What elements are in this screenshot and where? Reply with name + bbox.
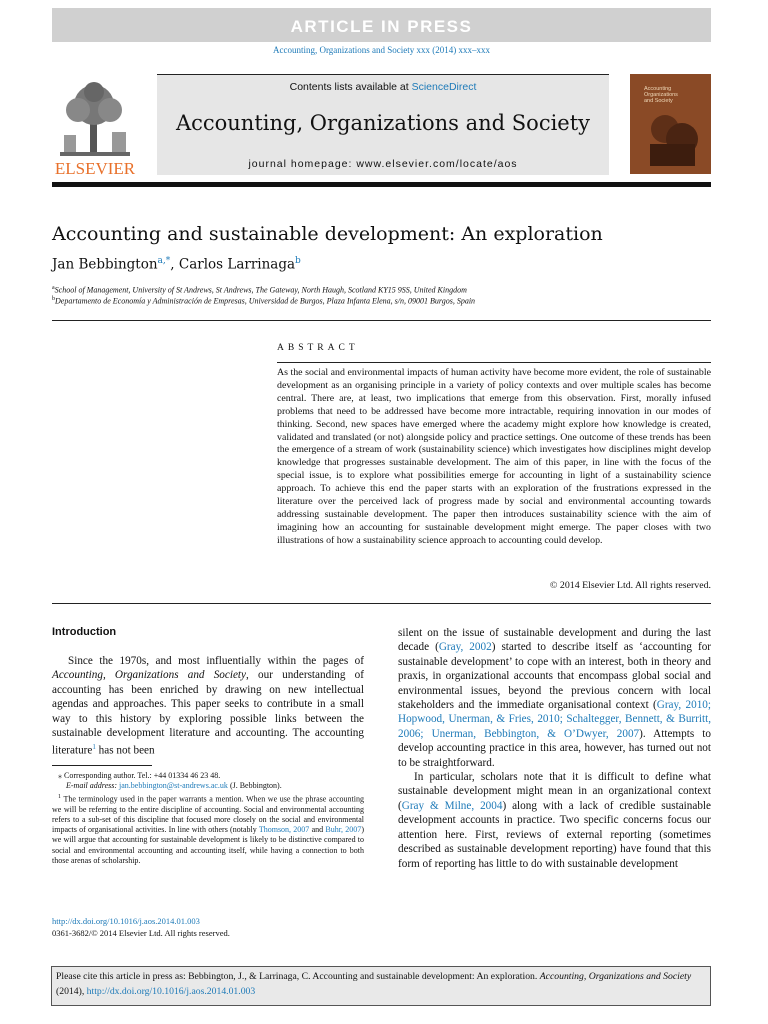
affiliation-a (52, 285, 467, 295)
contents-prefix: Contents lists available at (289, 81, 412, 93)
text-run: and (309, 825, 326, 835)
elsevier-logo (50, 80, 140, 178)
abstract-text: As the social and environmental impacts of human activity have become more evident, the role of sustainable development as an organising principle in a variety of policy contexts and over multiple scales has become central. There are, at least, two implications that emerge from this observation. First, morally infused problems that need to be addressed have become more intractable, requiring innovation in our modes of thinking. Second, new spaces have emerged where the academy might explore how knowledge is created, validated and translated (or not) alongside policy and practice settings. One outcome of these trends has been the emergence of a stream of work (sustainability science) which investigates how disciplines might develop knowledge that progresses sustainable development. The aim of this paper, in line with the focus of the special issue, is to explore what possibilities emerge for accounting in light of a sustainability science approach. To achieve this end the paper starts with an exploration of the frustrations expressed in the literature over the perceived lack of progress made by social and environmental accounting towards addressing sustainable development. The paper then introduces sustainability science with the aim of imagining how an accounting for sustainable development might emerge. The paper closes with two illustrations of how a sustainability science approach to accounting could develop. (277, 367, 711, 546)
footnotes (52, 771, 364, 866)
text-run: has not been (95, 745, 155, 758)
citation-text: Please cite this article in press as: Bebbington, J., & Larrinaga, C. Accounting and sustainable development: An exploration. (56, 971, 540, 982)
intro-paragraph-1 (52, 654, 364, 759)
divider (52, 603, 711, 604)
citation-doi-link[interactable]: http://dx.doi.org/10.1016/j.aos.2014.01.003 (86, 986, 256, 997)
text-run: ) along with a lack of credible sustainable development accounts in practice. Two specific concerns focus our attention here. First, reviews of external reporting (sometimes described as sustainable development reporting) have found that this form of reporting has little to do with sustainable development (398, 799, 711, 870)
article-in-press-banner: ARTICLE IN PRESS (52, 8, 711, 42)
ref-buhr-2007[interactable]: Buhr, 2007 (325, 825, 362, 835)
journal-cover-image (630, 74, 711, 174)
journal-name-italic: Accounting, Organizations and Society (52, 669, 247, 682)
article-title: Accounting and sustainable development: An exploration (52, 223, 603, 245)
citation-box (51, 966, 711, 1006)
email-suffix: (J. Bebbington). (229, 781, 282, 791)
affiliation-a-mark: a (52, 285, 55, 291)
citation-year: (2014), (56, 986, 87, 997)
divider (277, 362, 711, 363)
ref-gray-milne-2004[interactable]: Gray & Milne, 2004 (401, 799, 503, 812)
footnote-1-text: The terminology used in the paper warrants a mention. When we use the phrase accounting we will be referring to the entire discipline of accounting. Social and environmental accounting refers to a sub-set of this discipline that focused more closely on the social and environmental impacts of organisational activities. In line with others (notably (52, 794, 364, 835)
ref-gray-2002[interactable]: Gray, 2002 (438, 641, 492, 654)
journal-title: Accounting, Organizations and Society (175, 111, 591, 135)
authors-line (52, 256, 301, 273)
abstract-heading: ABSTRACT (277, 343, 359, 353)
ref-thomson-2007[interactable]: Thomson, 2007 (258, 825, 310, 835)
sciencedirect-link[interactable]: ScienceDirect (411, 81, 477, 93)
corresponding-author-note: Corresponding author. Tel.: +44 01334 46 23 48. (64, 771, 221, 780)
author-separator: , (170, 256, 179, 273)
affiliation-b-text: Departamento de Economía y Administración de Empresas, Universidad de Burgos, Plaza Infanta Elena, s/n, 09001 Burgos, Spain (55, 296, 476, 306)
text-run: ). Attempts to develop accounting practice in this area, however, has turned out not to be straightforward. (398, 727, 711, 769)
cover-line-1: Accounting (644, 86, 672, 92)
footnote-rule (52, 765, 152, 766)
ref-group-2010[interactable]: Gray, 2010; Hopwood, Unerman, & Fries, 2010; Schaltegger, Bennett, & Burritt, 2006; Unerman, Bebbington, & O’Dwyer, 2007 (398, 699, 711, 740)
right-column (398, 626, 711, 871)
header-rule (52, 182, 711, 187)
text-run: ) started to describe itself as ‘accounting for sustainable development’ to cope with an interest, both in theory and praxis, in organizational accounts that encompass global social and environmental issues, beyond the previous concern with local stakeholders and the immediate organisational context ( (398, 641, 712, 712)
text-run: , our understanding of accounting has been enriched by drawing on new intellectual agendas and approaches. This paper seeks to contribute in a small way to this history by exploring possible links between the sustainable development literature and accounting. The accounting literature (52, 669, 364, 758)
footnote-1-link[interactable]: 1 (92, 743, 96, 752)
corresponding-mark: ⁎ (58, 771, 62, 780)
text-run: In particular, scholars note that it is difficult to define what sustainable development might mean in an organizational context ( (398, 771, 711, 812)
journal-reference-link[interactable]: Accounting, Organizations and Society xxx (2014) xxx–xxx (272, 45, 491, 55)
author-1[interactable]: Jan Bebbington (52, 256, 158, 273)
footnote-1-mark: 1 (58, 793, 61, 800)
cover-line-2: Organizations (644, 92, 678, 98)
issn-copyright: 0361-3682/© 2014 Elsevier Ltd. All rights reserved. (52, 928, 230, 938)
doi-link[interactable]: http://dx.doi.org/10.1016/j.aos.2014.01.003 (52, 916, 200, 926)
copyright-line: © 2014 Elsevier Ltd. All rights reserved. (549, 580, 711, 591)
cover-line-3: and Society (644, 98, 673, 104)
email-label: E-mail address: (66, 781, 118, 791)
text-run: Since the 1970s, and most influentially within the pages of (68, 655, 364, 667)
citation-journal: Accounting, Organizations and Society (539, 971, 692, 982)
affiliation-b-mark: b (52, 296, 55, 302)
elsevier-wordmark: ELSEVIER (54, 159, 136, 178)
intro-paragraph-1-cont (398, 626, 711, 770)
intro-paragraph-2 (398, 770, 711, 871)
author-2-affiliation-mark[interactable]: b (295, 256, 301, 266)
affiliation-b (52, 296, 475, 306)
affiliation-a-text: School of Management, University of St Andrews, St Andrews, The Gateway, North Haugh, Scotland KY15 9SS, United Kingdom (54, 285, 467, 295)
journal-homepage[interactable]: journal homepage: www.elsevier.com/locate/aos (248, 158, 518, 170)
text-run: silent on the issue of sustainable development and during the last decade ( (398, 627, 711, 654)
email-link[interactable]: jan.bebbington@st-andrews.ac.uk (119, 781, 228, 791)
section-heading-introduction: Introduction (52, 626, 117, 638)
author-2[interactable]: Carlos Larrinaga (178, 256, 296, 273)
divider (52, 320, 711, 321)
text-run: ) we will argue that accounting for sustainable development is likely to be distinctive compared to social and environmental accounting and accounting itself, while having a connection to both those arenas of scholarship. (52, 825, 364, 866)
author-1-affiliation-mark[interactable]: a,* (157, 256, 171, 266)
contents-available-line (157, 81, 609, 93)
